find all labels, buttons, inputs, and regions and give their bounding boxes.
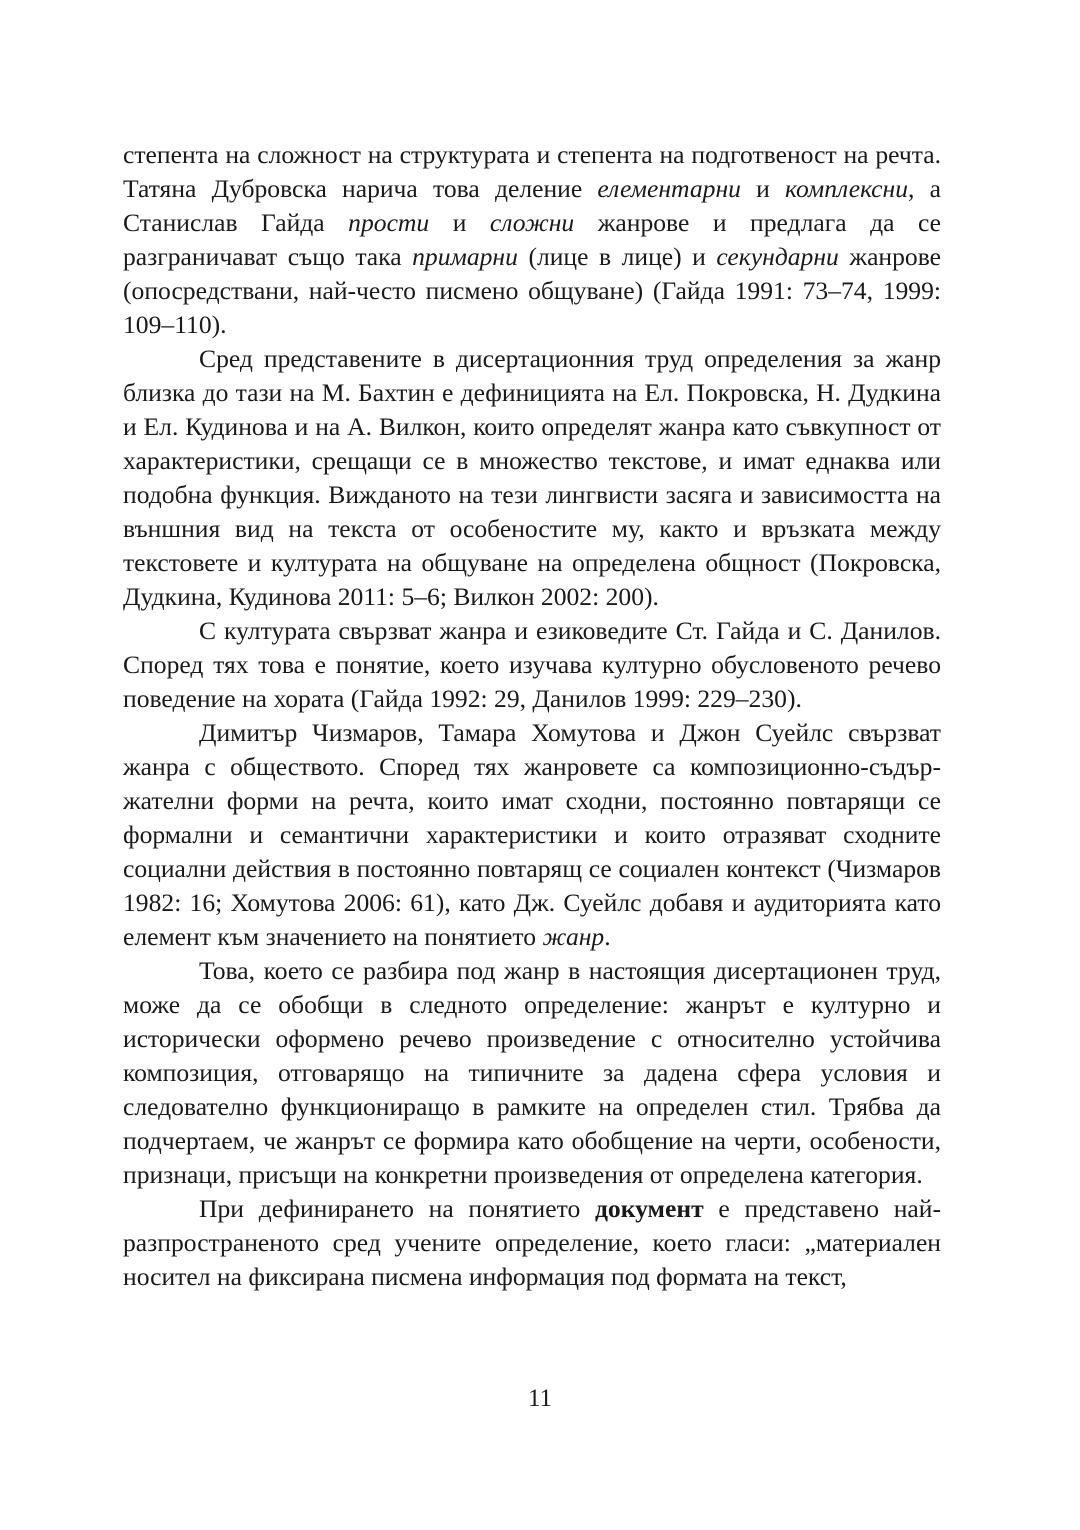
italic-term: комплексни (785, 174, 909, 203)
italic-term: прости (348, 208, 430, 237)
text-run: и (740, 174, 786, 203)
text-run: При дефинирането на понятието (199, 1194, 595, 1223)
text-run: , а Станислав Гайда (123, 174, 941, 237)
text-run: . (604, 922, 611, 951)
text-run: жанрове и предлага да се разграничават също така (123, 208, 941, 271)
body-paragraph (123, 1192, 941, 1294)
bold-term: документ (594, 1194, 704, 1223)
text-run: е представено найразпространеното сред учените определение, което гласи: „материален носител на фиксирана писмена информация под формата на текст, (123, 1194, 941, 1291)
text-run: Димитър Чизмаров, Тамара Хомутова и Джон Суейлс свързват жанра с обществото. Според тях жанровете са композиционно-съдържателни форми на речта, които имат сходни, постоянно повтарящи се формални и семантични характеристики и които отразяват сходните социални действия в постоянно повтарящ се социален контекст (Чизмаров 1982: 16; Хомутова 2006: 61), като Дж. Суейлс добавя и аудиторията като елемент към значението на понятието (123, 718, 941, 951)
body-paragraph (123, 716, 941, 954)
italic-term: елементарни (597, 174, 741, 203)
body-paragraph (123, 614, 941, 716)
body-paragraph (123, 954, 941, 1192)
text-run: Това, което се разбира под жанр в настоящия дисертационен труд, може да се обобщи в следното определение: жанрът е културно и исторически оформено речево произведение с относително устойчива композиция, отговарящо на типичните за дадена сфера условия и следователно функциониращо в рамките на определен стил. Трябва да подчертаем, че жанрът се формира като обобщение на черти, особености, признаци, присъщи на конкретни произведения от определена категория. (123, 956, 941, 1189)
text-run: Сред представените в дисертационния труд определения за жанр близка до тази на М. Бахтин е дефиницията на Ел. Покровска, Н. Дудкина и Ел. Кудинова и на А. Вилкон, които определят жанра като съвкупност от характеристики, срещащи се в множество текстове, и имат еднаква или подобна функция. Вижданото на тези лингвисти засяга и зависимостта на външния вид на текста от особеностите му, както и връзката между текстовете и културата на общуване на определена общност (Покровска, Дудкина, Кудинова 2011: 5–6; Вилкон 2002: 200). (123, 344, 941, 611)
italic-term: секундарни (716, 242, 839, 271)
text-run: С културата свързват жанра и езиковедите Ст. Гайда и С. Данилов. Според тях това е понятие, което изучава културно обусловеното речево поведение на хората (Гайда 1992: 29, Данилов 1999: 229–230). (123, 616, 941, 713)
page-number: 11 (527, 1385, 553, 1412)
italic-term: жанр (542, 922, 605, 951)
body-paragraph (123, 138, 941, 342)
text-run: и (429, 208, 490, 237)
text-run: (лице в лице) и (517, 242, 717, 271)
page-body (123, 138, 941, 1294)
italic-term: сложни (489, 208, 575, 237)
text-run: жанрове (опосредствани, най-често писмено общуване) (Гайда 1991: 73–74, 1999: 109–110). (123, 242, 942, 339)
body-paragraph (123, 342, 941, 614)
italic-term: примарни (412, 242, 518, 271)
text-run: степента на сложност на структурата и степента на подготвеност на речта. Татяна Дубровска нарича това деление (123, 140, 941, 203)
